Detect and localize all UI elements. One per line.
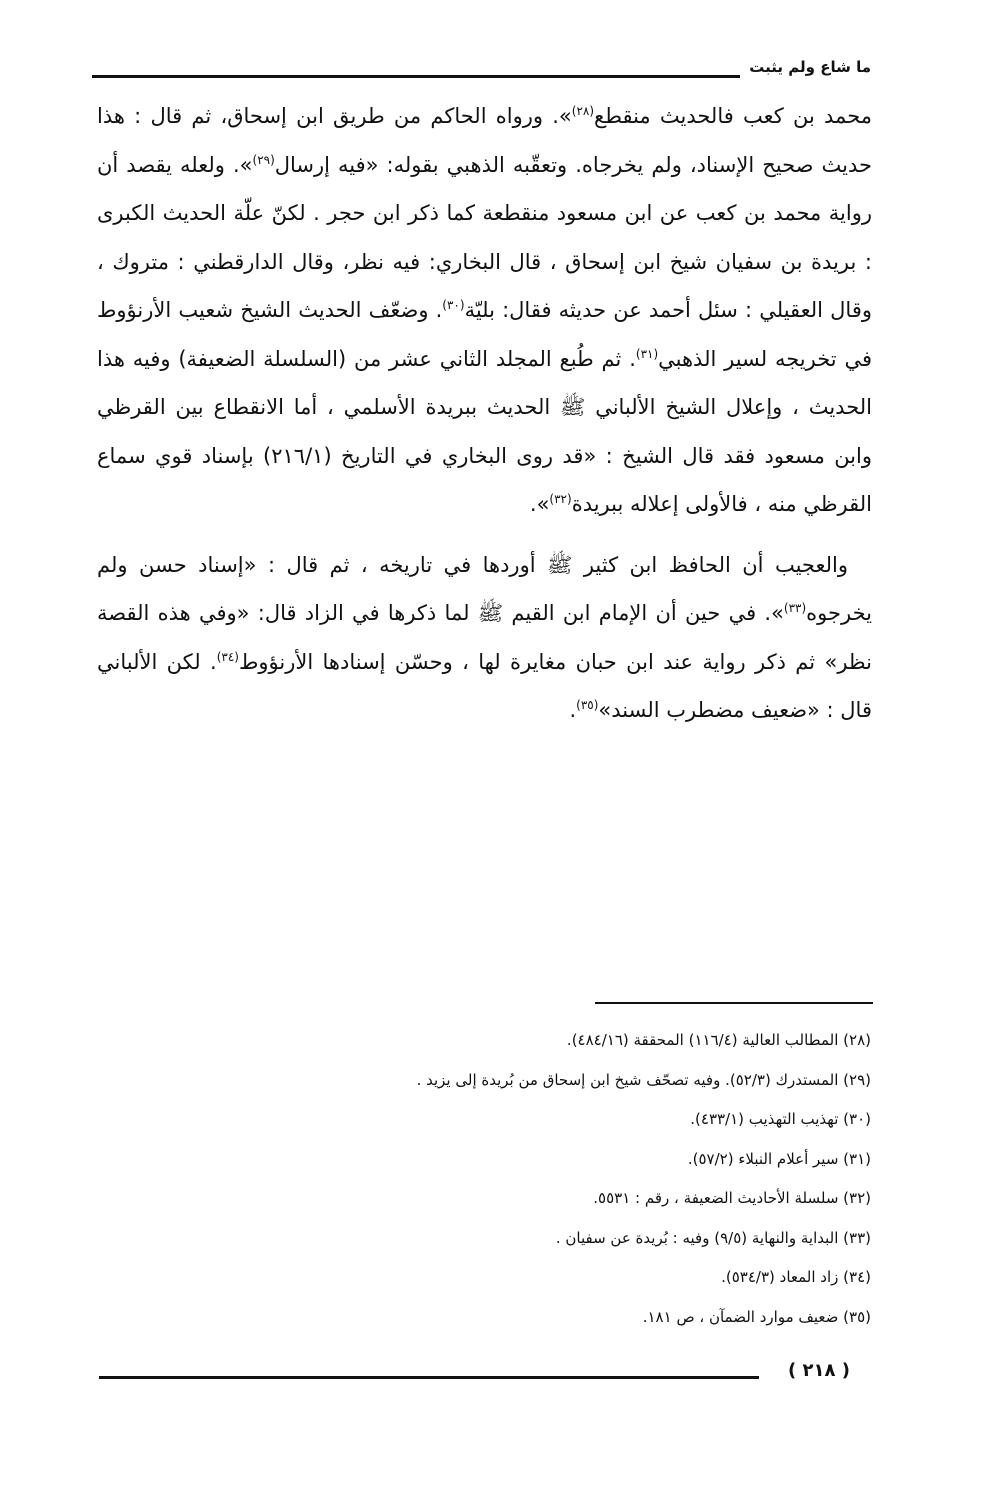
- text-run: . ثم طُبع المجلد الثاني عشر من (السلسلة الضعيفة) وفيه هذا الحديث ، وإعلال الشيخ الألباني ﷺ الحديث ببريدة الأسلمي ، أما الانقطاع بين القرظي وابن مسعود فقد قال الشيخ : «قد روى البخاري في التاريخ (٢١٦/١) بإسناد قوي سماع القرظي منه ، فالأولى إعلاله ببريدة: [97, 346, 873, 516]
- text-run: ». في حين أن الإمام ابن القيم ﷺ لما ذكرها في الزاد قال: «وفي هذه القصة نظر» ثم ذكر رواية عند ابن حبان مغايرة لها ، وحسّن إسنادها الأرنؤوط: [97, 601, 872, 674]
- footer-rule: [99, 1376, 759, 1379]
- footnote-35: (٣٥) ضعيف موارد الضمآن ، ص ١٨١.: [642, 1307, 871, 1326]
- text-run: ».: [529, 492, 550, 516]
- footnote-ref-31[interactable]: (٣١): [635, 346, 659, 361]
- text-run: والعجيب أن الحافظ ابن كثير ﷺ أوردها في تاريخه ، ثم قال : «إسناد حسن ولم يخرجوه: [97, 552, 872, 625]
- footnote-32: (٣٢) سلسلة الأحاديث الضعيفة ، رقم : ٥٥٣١.: [593, 1189, 871, 1207]
- footnote-ref-33[interactable]: (٣٣): [783, 601, 807, 615]
- footnote-ref-32[interactable]: (٣٢): [549, 492, 572, 506]
- footnotes-list: [231, 1025, 871, 1341]
- running-title: ما شاع ولم يثبت: [749, 58, 871, 76]
- footnote-30: (٣٠) تهذيب التهذيب (٤٣٣/١).: [690, 1110, 871, 1128]
- footnote-34: (٣٤) زاد المعاد (٥٣٤/٣).: [721, 1268, 871, 1286]
- page-number: ( ٢١٨ ): [788, 1360, 850, 1381]
- footnote-separator: [595, 1002, 873, 1004]
- text-run: ». ورواه الحاكم من طريق ابن إسحاق، ثم قال : هذا حديث صحيح الإسناد، ولم يخرجاه. وتعقّبه الذهبي بقوله: «فيه إرسال: [97, 104, 872, 177]
- footnote-ref-35[interactable]: (٣٥): [576, 698, 599, 712]
- footnote-ref-34[interactable]: (٣٤): [216, 649, 239, 664]
- footnote-31: (٣١) سير أعلام النبلاء (٥٧/٢).: [687, 1149, 871, 1168]
- footnote-ref-30[interactable]: (٣٠): [442, 298, 465, 312]
- footnote-ref-28[interactable]: (٢٨): [571, 104, 595, 118]
- text-run: . لكن الألباني قال : «ضعيف مضطرب السند»: [97, 649, 872, 722]
- text-run: .: [569, 698, 577, 722]
- header-rule: [92, 75, 740, 78]
- main-text: [97, 92, 872, 735]
- footnote-ref-29[interactable]: (٢٩): [252, 152, 275, 167]
- text-run: . وضعّف الحديث الشيخ شعيب الأرنؤوط في تخريجه لسير الذهبي: [97, 298, 872, 371]
- footnote-28: (٢٨) المطالب العالية (١١٦/٤) المحققة (٤٨٤/١٦).: [566, 1031, 871, 1049]
- footnote-29: (٢٩) المستدرك (٥٢/٣). وفيه تصحّف شيخ ابن إسحاق من بُريدة إلى يزيد .: [416, 1070, 871, 1089]
- footnote-33: (٣٣) البداية والنهاية (٩/٥) وفيه : بُريدة عن سفيان .: [555, 1228, 871, 1247]
- paragraph-1: [97, 92, 872, 529]
- paragraph-2: [97, 541, 872, 735]
- text-run: ». ولعله يقصد أن رواية محمد بن كعب عن ابن مسعود منقطعة كما ذكر ابن حجر . لكنّ علّة الحديث الكبرى : بريدة بن سفيان شيخ ابن إسحاق ، قال البخاري: فيه نظر، وقال الدارقطني : متروك ، وقال العقيلي : سئل أحمد عن حديثه فقال: بليّة: [97, 152, 873, 322]
- text-run: محمد بن كعب فالحديث منقطع: [594, 104, 873, 128]
